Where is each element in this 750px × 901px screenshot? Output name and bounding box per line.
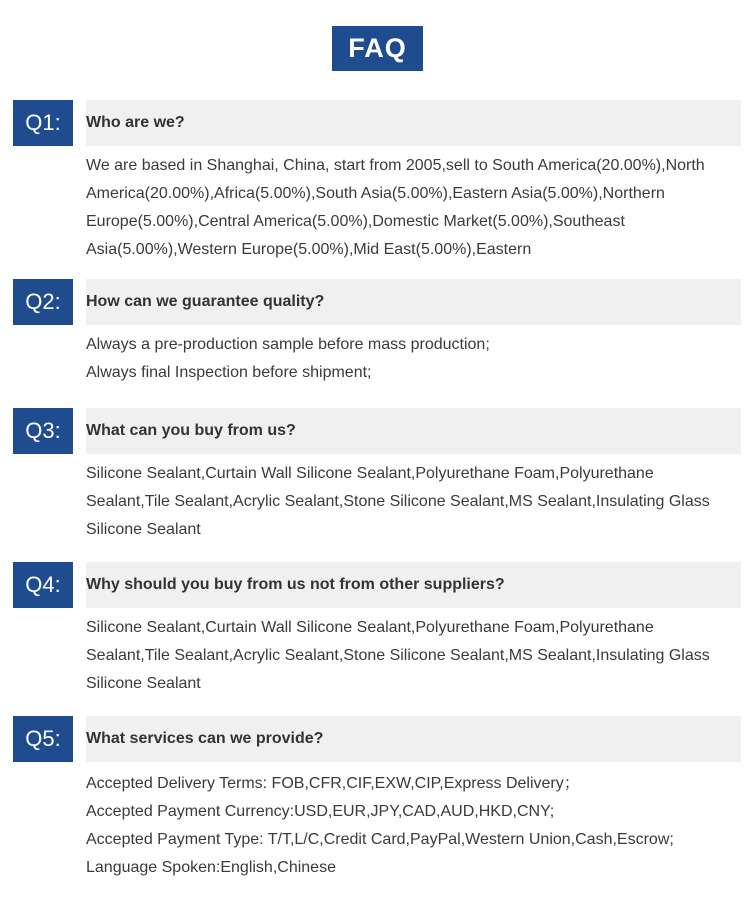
answer-line: Silicone Sealant	[86, 675, 201, 692]
question-number: Q2:	[13, 279, 73, 325]
answer-line: Accepted Payment Type: T/T,L/C,Credit Card,PayPal,Western Union,Cash,Escrow;	[86, 831, 674, 848]
divider	[73, 716, 86, 762]
question-bar	[13, 408, 741, 454]
faq-title: FAQ	[332, 26, 423, 71]
answer-line: Asia(5.00%),Western Europe(5.00%),Mid East(5.00%),Eastern	[86, 241, 532, 258]
divider	[73, 100, 86, 146]
answer-line: Language Spoken:English,Chinese	[86, 859, 336, 876]
faq-item-q2	[13, 279, 741, 408]
answer-line: Sealant,Tile Sealant,Acrylic Sealant,Stone Silicone Sealant,MS Sealant,Insulating Glass	[86, 647, 710, 664]
answer-line: Silicone Sealant,Curtain Wall Silicone Sealant,Polyurethane Foam,Polyurethane	[86, 619, 654, 636]
answer-line: Sealant,Tile Sealant,Acrylic Sealant,Stone Silicone Sealant,MS Sealant,Insulating Glass	[86, 493, 710, 510]
faq-list	[13, 100, 741, 882]
answer-line: Always final Inspection before shipment;	[86, 364, 372, 381]
question-number: Q4:	[13, 562, 73, 608]
question-bar	[13, 100, 741, 146]
divider	[73, 408, 86, 454]
answer-line: America(20.00%),Africa(5.00%),South Asia(5.00%),Eastern Asia(5.00%),Northern	[86, 185, 665, 202]
answer-line: Accepted Delivery Terms: FOB,CFR,CIF,EXW,CIP,Express Delivery；	[86, 775, 580, 792]
answer-line: Europe(5.00%),Central America(5.00%),Domestic Market(5.00%),Southeast	[86, 213, 625, 230]
answer-block	[13, 146, 741, 264]
question-bar	[13, 716, 741, 762]
answer-line: Silicone Sealant	[86, 521, 201, 538]
answer-block	[13, 325, 741, 387]
question-text: How can we guarantee quality?	[86, 293, 325, 310]
question-number: Q5:	[13, 716, 73, 762]
divider	[73, 279, 86, 325]
question-bar	[13, 279, 741, 325]
faq-item-q4	[13, 562, 741, 716]
faq-item-q3	[13, 408, 741, 562]
answer-line: Always a pre-production sample before mass production;	[86, 336, 490, 353]
faq-item-q5	[13, 716, 741, 882]
question-bar	[13, 562, 741, 608]
answer-block	[13, 454, 741, 544]
question-number: Q3:	[13, 408, 73, 454]
answer-line: Silicone Sealant,Curtain Wall Silicone Sealant,Polyurethane Foam,Polyurethane	[86, 465, 654, 482]
answer-block	[13, 608, 741, 698]
answer-block	[13, 762, 741, 882]
answer-line: Accepted Payment Currency:USD,EUR,JPY,CAD,AUD,HKD,CNY;	[86, 803, 555, 820]
divider	[73, 562, 86, 608]
question-number: Q1:	[13, 100, 73, 146]
answer-line: We are based in Shanghai, China, start from 2005,sell to South America(20.00%),North	[86, 157, 705, 174]
question-text: What can you buy from us?	[86, 422, 296, 439]
question-text: Who are we?	[86, 114, 185, 131]
faq-item-q1	[13, 100, 741, 279]
question-text: What services can we provide?	[86, 730, 324, 747]
question-text: Why should you buy from us not from other suppliers?	[86, 576, 505, 593]
